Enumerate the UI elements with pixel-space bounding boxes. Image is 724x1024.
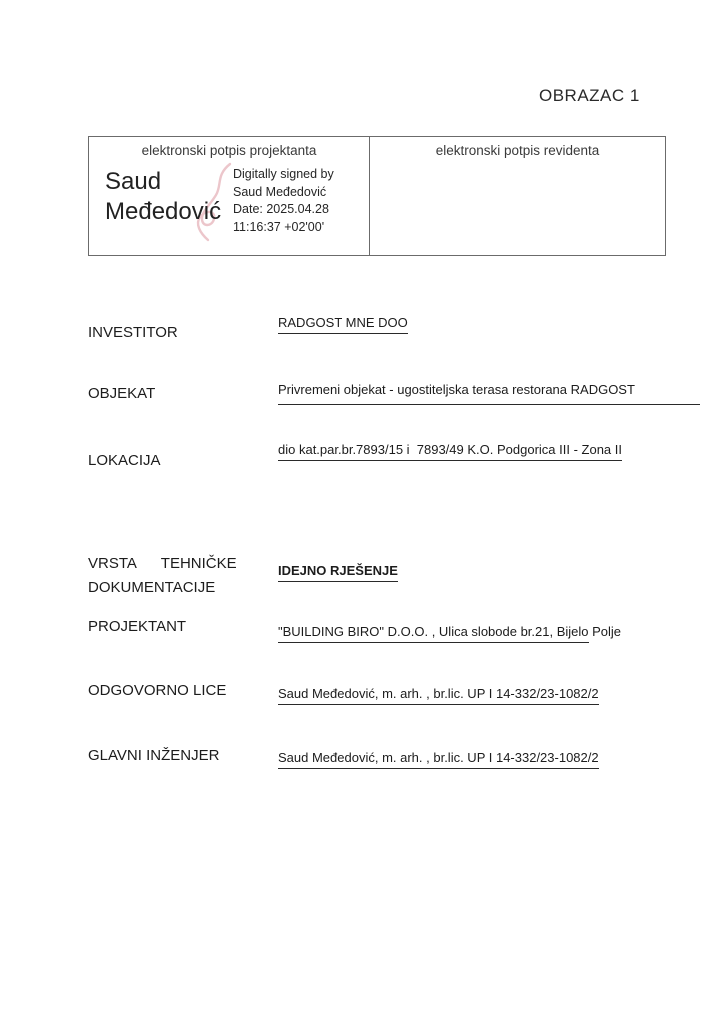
digital-signature-line1: Digitally signed by [233,167,334,181]
field-label-vrsta-line2: DOKUMENTACIJE [88,579,216,596]
reviewer-signature-cell [370,137,665,255]
signer-name-line1: Saud [105,168,162,195]
field-value-objekat: Privremeni objekat - ugostiteljska terasa restorana RADGOST [278,382,700,405]
digital-signature-line3: Date: 2025.04.28 [233,202,329,216]
signer-name [105,167,221,227]
field-label-vrsta-line1: VRSTA TEHNIČKE [88,555,237,572]
form-title: OBRAZAC 1 [539,86,640,105]
digital-signature-line2: Saud Međedović [233,184,327,199]
field-label-lokacija: LOKACIJA [88,452,161,469]
field-value-odgovorno-lice: Saud Međedović, m. arh. , br.lic. UP I 14-332/23-1082/2 [278,686,599,705]
signer-name-line2: Međedović [105,198,222,225]
field-label-odgovorno-lice: ODGOVORNO LICE [88,682,227,699]
field-label-projektant: PROJEKTANT [88,618,187,635]
digital-signature-details [233,166,334,236]
field-label-objekat: OBJEKAT [88,385,156,402]
designer-signature-header: elektronski potpis projektanta [141,143,317,158]
designer-signature-cell [89,137,370,255]
field-value-glavni-inzenjer: Saud Međedović, m. arh. , br.lic. UP I 14-332/23-1082/2 [278,750,599,769]
field-label-investitor: INVESTITOR [88,324,178,341]
reviewer-signature-header: elektronski potpis revidenta [435,143,600,158]
signature-table [88,136,666,256]
field-value-projektant [278,624,621,639]
field-value-lokacija: dio kat.par.br.7893/15 i 7893/49 K.O. Podgorica III - Zona II [278,442,622,461]
field-value-projektant-underlined: "BUILDING BIRO" D.O.O. , Ulica slobode br.21, Bijelo [278,624,589,643]
field-value-vrsta: IDEJNO RJEŠENJE [278,563,398,582]
digital-signature-line4: 11:16:37 +02'00' [233,219,325,234]
field-label-glavni-inzenjer: GLAVNI INŽENJER [88,747,220,764]
field-value-projektant-rest: Polje [588,624,622,639]
field-value-investitor: RADGOST MNE DOO [278,315,408,334]
